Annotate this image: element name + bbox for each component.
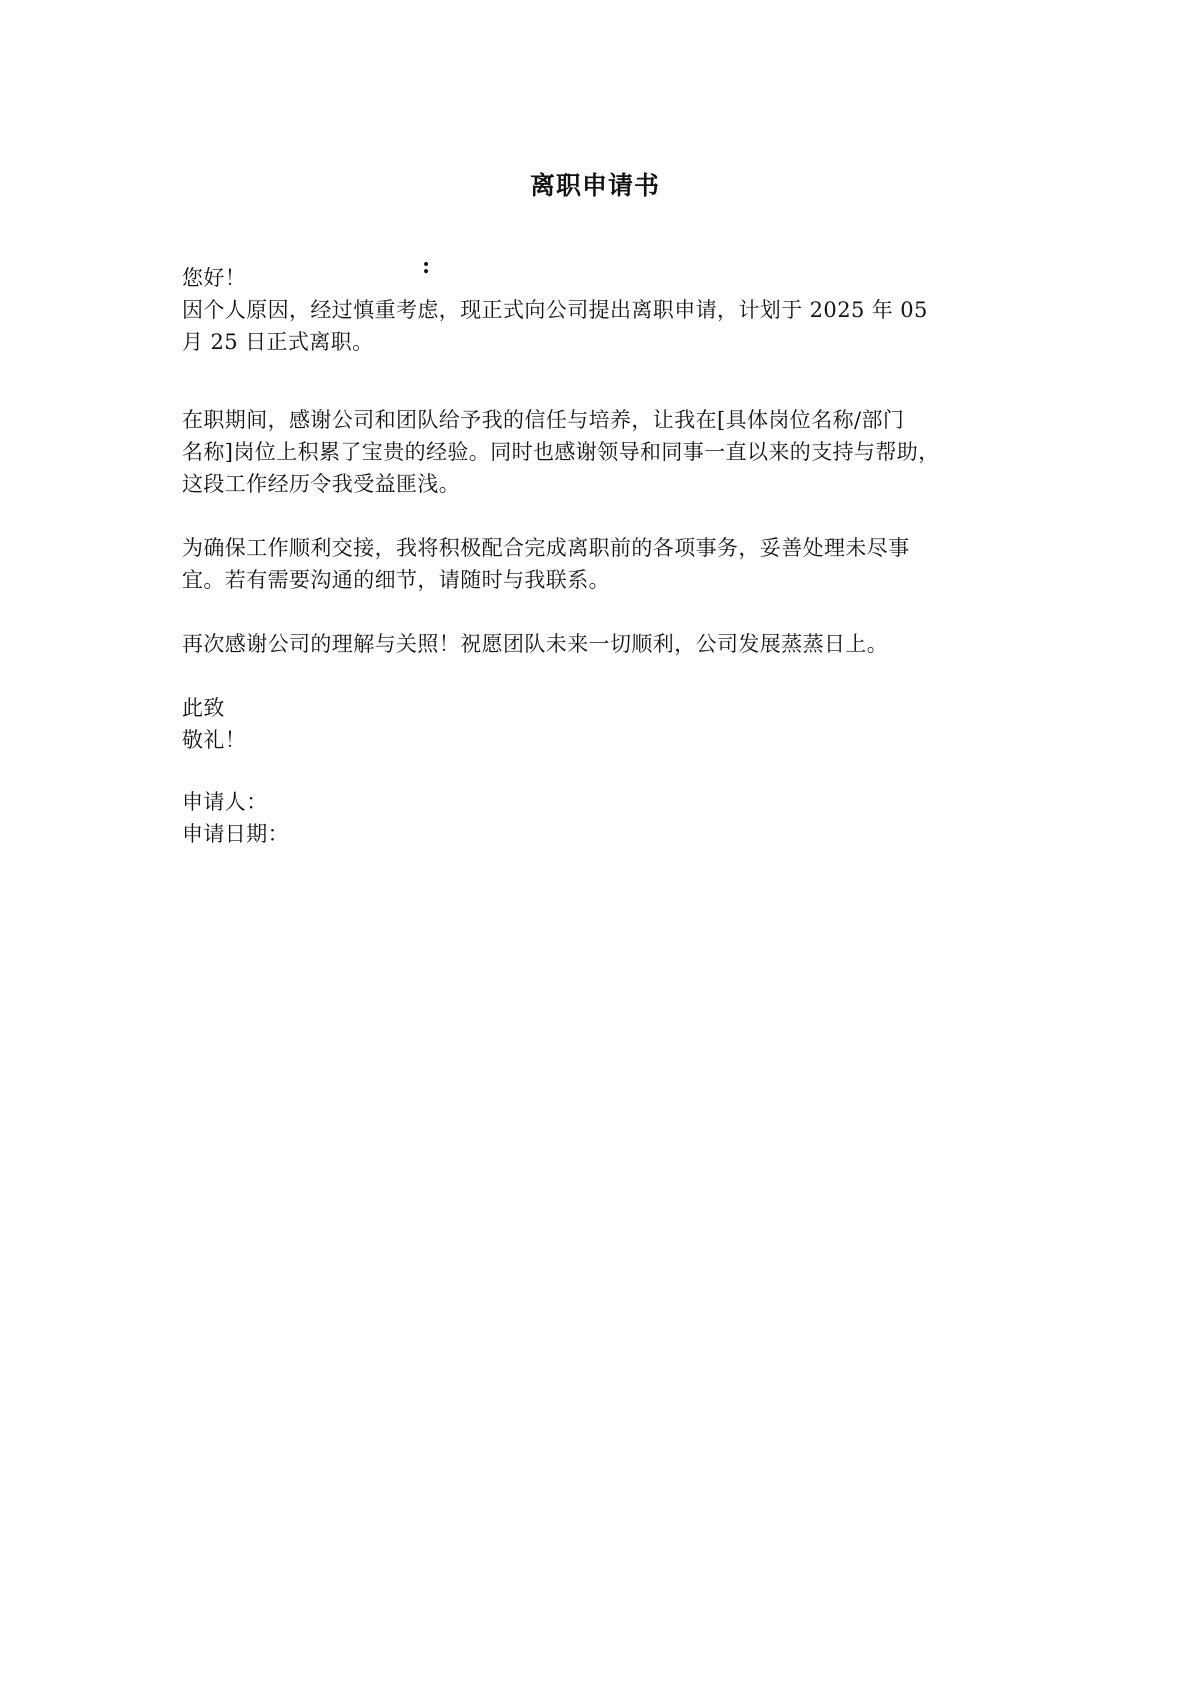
date-label: 申请日期：	[182, 822, 289, 846]
paragraph2-line-3: 这段工作经历令我受益匪浅。	[182, 472, 461, 496]
closing-block	[182, 692, 1018, 756]
paragraph1-line-2: 月 25 日正式离职。	[182, 330, 374, 354]
greeting-block	[182, 262, 1018, 358]
signature-block	[182, 786, 1018, 850]
paragraph2-line-2: 名称]岗位上积累了宝贵的经验。同时也感谢领导和同事一直以来的支持与帮助，	[182, 440, 940, 464]
greeting: 您好！	[182, 266, 247, 290]
paragraph3	[182, 532, 1018, 596]
closing-line-1: 此致	[182, 696, 225, 720]
applicant-label: 申请人：	[182, 790, 268, 814]
paragraph2	[182, 404, 1018, 500]
salutation-colon: :	[422, 253, 431, 279]
paragraph2-line-1: 在职期间，感谢公司和团队给予我的信任与培养，让我在[具体岗位名称/部门	[182, 408, 905, 432]
paragraph3-line-1: 为确保工作顺利交接，我将积极配合完成离职前的各项事务，妥善处理未尽事	[182, 536, 910, 560]
document-title: 离职申请书	[529, 171, 660, 200]
paragraph1-line-1: 因个人原因，经过慎重考虑，现正式向公司提出离职申请，计划于 2025 年 05	[182, 298, 928, 322]
closing-line-2: 敬礼！	[182, 728, 247, 752]
paragraph4	[182, 628, 1018, 660]
paragraph4-line-1: 再次感谢公司的理解与关照！祝愿团队未来一切顺利，公司发展蒸蒸日上。	[182, 632, 889, 656]
paragraph3-line-2: 宜。若有需要沟通的细节，请随时与我联系。	[182, 568, 610, 592]
